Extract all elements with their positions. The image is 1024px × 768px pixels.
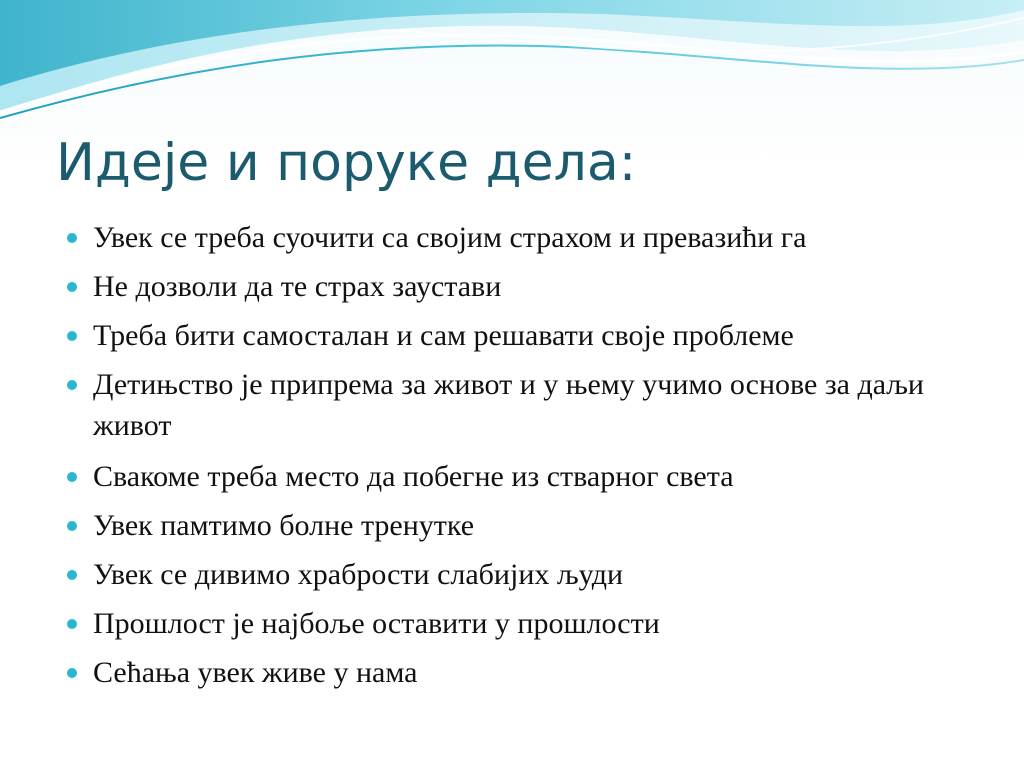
bullet-icon	[67, 521, 77, 531]
list-item	[64, 652, 984, 693]
list-item	[64, 554, 984, 595]
bullet-text: Сећања увек живе у нама	[93, 656, 418, 689]
bullet-text: Треба бити самосталан и сам решавати своје проблеме	[93, 319, 794, 352]
bullet-icon	[67, 233, 77, 243]
list-item	[64, 315, 984, 356]
list-item	[64, 217, 984, 258]
bullet-list	[64, 217, 984, 701]
bullet-icon	[67, 472, 77, 482]
list-item	[64, 266, 984, 307]
bullet-text: Свакоме треба место да побегне из стварног света	[93, 460, 734, 493]
bullet-text: Прошлост је најбоље оставити у прошлости	[93, 607, 660, 640]
bullet-icon	[67, 570, 77, 580]
bullet-icon	[67, 380, 77, 390]
bullet-text: Увек памтимо болне тренутке	[93, 509, 475, 542]
bullet-text: Не дозволи да те страх заустави	[93, 270, 502, 303]
bullet-text: Увек се дивимо храбрости слабијих људи	[93, 558, 624, 591]
bullet-text: Детињство је припрема за живот и у њему учимо основе за даљи живот	[93, 368, 924, 442]
bullet-icon	[67, 668, 77, 678]
bullet-icon	[67, 619, 77, 629]
list-item	[64, 505, 984, 546]
list-item	[64, 603, 984, 644]
bullet-icon	[67, 282, 77, 292]
bullet-text: Увек се треба суочити са својим страхом и превазићи га	[93, 221, 807, 254]
list-item	[64, 456, 984, 497]
slide-title: Идеје и поруке дела:	[56, 133, 637, 193]
list-item	[64, 364, 984, 446]
decorative-wave-header	[0, 0, 1024, 130]
bullet-icon	[67, 331, 77, 341]
